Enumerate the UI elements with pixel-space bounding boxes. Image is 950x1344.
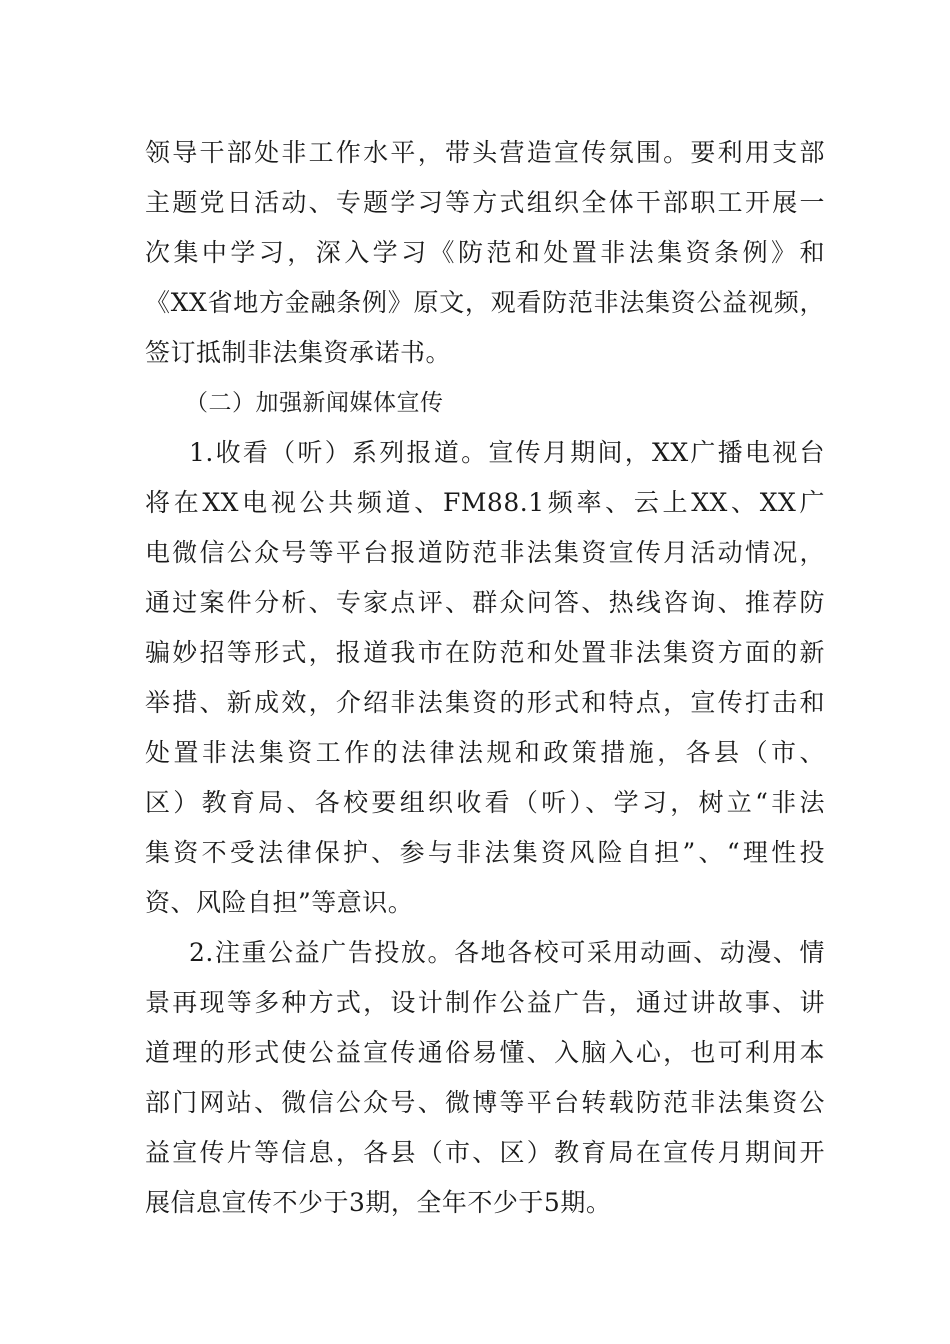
paragraph-line: 道理的形式使公益宣传通俗易懂、入脑入心，也可利用本 xyxy=(145,1038,825,1067)
paragraph-line: 资、风险自担”等意识。 xyxy=(145,888,414,917)
paragraph-line: 2.注重公益广告投放。各地各校可采用动画、动漫、情 xyxy=(189,938,825,967)
paragraph-line: 举措、新成效，介绍非法集资的形式和特点，宣传打击和 xyxy=(145,688,825,717)
paragraph-line: 主题党日活动、专题学习等方式组织全体干部职工开展一 xyxy=(145,188,825,217)
paragraph-line: 骗妙招等形式，报道我市在防范和处置非法集资方面的新 xyxy=(145,638,825,667)
paragraph-line: 处置非法集资工作的法律法规和政策措施，各县（市、 xyxy=(145,738,825,767)
paragraph-line: 将在XX电视公共频道、FM88.1频率、云上XX、XX广 xyxy=(145,488,825,517)
paragraph-line: 电微信公众号等平台报道防范非法集资宣传月活动情况， xyxy=(145,538,825,567)
paragraph-line: 次集中学习，深入学习《防范和处置非法集资条例》和 xyxy=(145,238,825,267)
section-heading: （二）加强新闻媒体宣传 xyxy=(185,390,444,416)
document-body xyxy=(145,128,825,1228)
paragraph-line: 展信息宣传不少于3期，全年不少于5期。 xyxy=(145,1188,612,1217)
paragraph-line: 区）教育局、各校要组织收看（听）、学习，树立“非法 xyxy=(145,788,825,817)
paragraph-line: 领导干部处非工作水平，带头营造宣传氛围。要利用支部 xyxy=(145,138,825,167)
paragraph-line: 益宣传片等信息，各县（市、区）教育局在宣传月期间开 xyxy=(145,1138,825,1167)
paragraph-line: 《XX省地方金融条例》原文，观看防范非法集资公益视频， xyxy=(145,288,825,317)
paragraph-line: 签订抵制非法集资承诺书。 xyxy=(145,338,452,367)
paragraph-line: 集资不受法律保护、参与非法集资风险自担”、“理性投 xyxy=(145,838,825,867)
paragraph-line: 1.收看（听）系列报道。宣传月期间，XX广播电视台 xyxy=(189,438,825,467)
paragraph-line: 景再现等多种方式，设计制作公益广告，通过讲故事、讲 xyxy=(145,988,825,1017)
paragraph-line: 部门网站、微信公众号、微博等平台转载防范非法集资公 xyxy=(145,1088,825,1117)
paragraph-line: 通过案件分析、专家点评、群众问答、热线咨询、推荐防 xyxy=(145,588,825,617)
